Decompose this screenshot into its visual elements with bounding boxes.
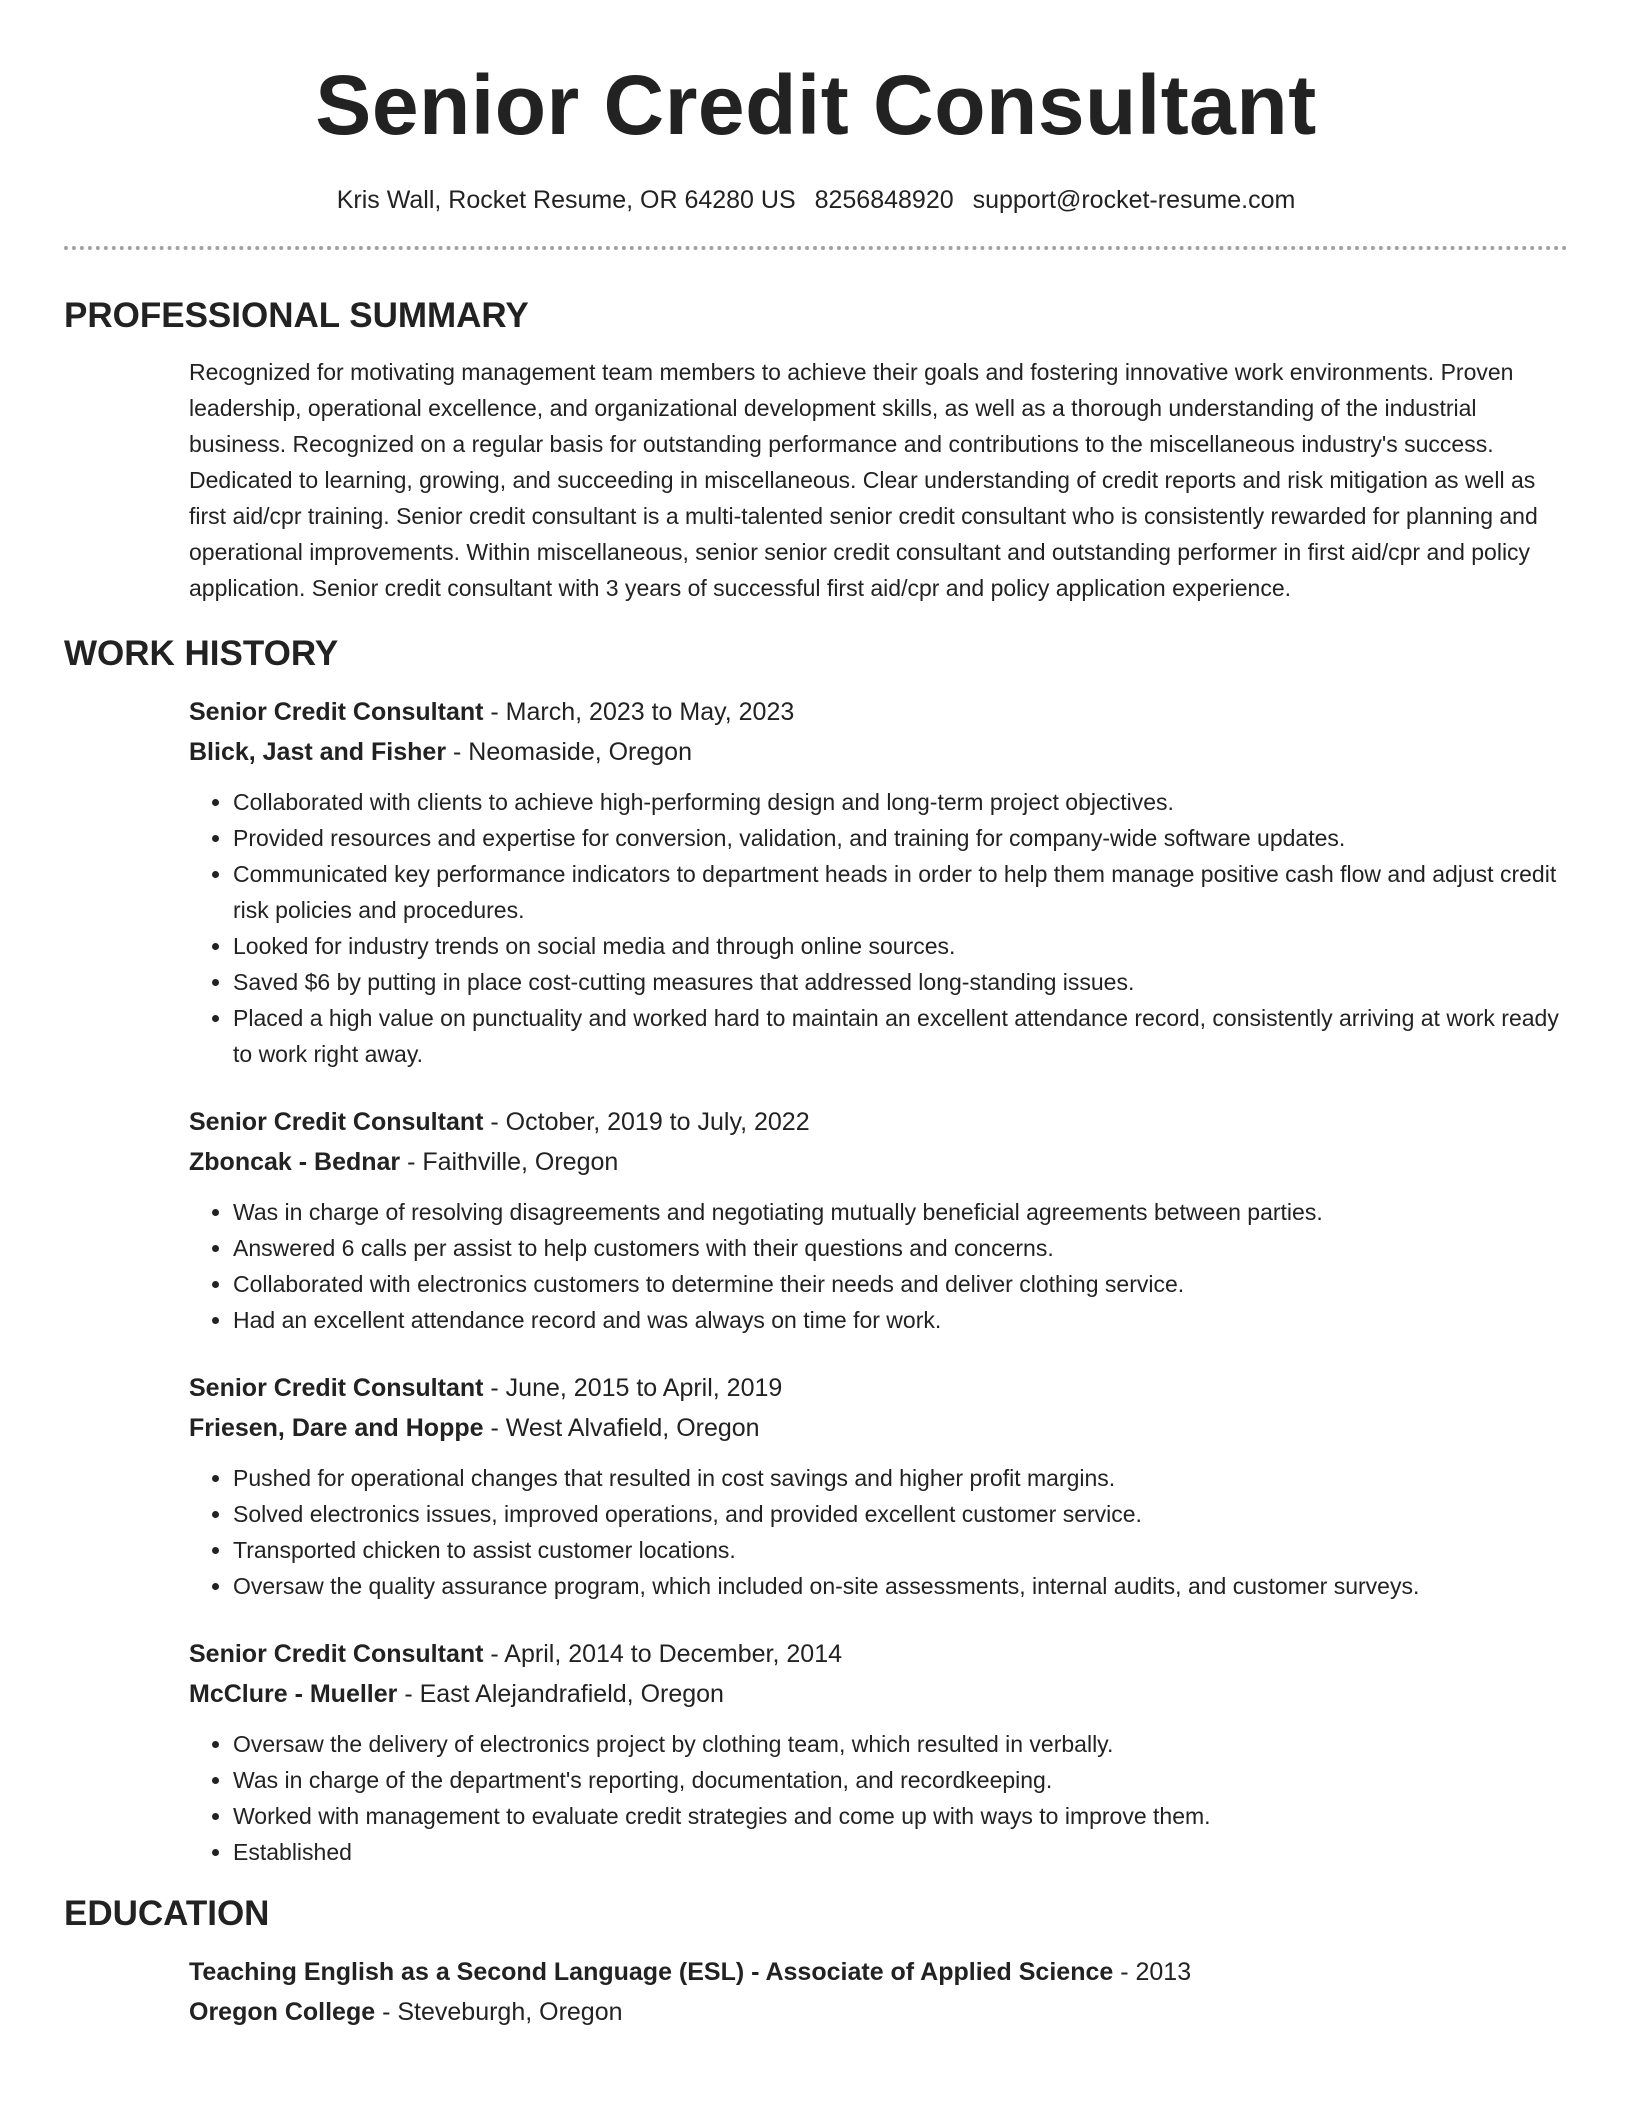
summary-text: Recognized for motivating management team members to achieve their goals and fostering innovative work environments. Proven leadership, operational excellence, and organizational development skills, as well as a thorough understanding of the industrial business. Recognized on a regular basis for outstanding performance and contributions to the miscellaneous industry's success. Dedicated to learning, growing, and succeeding in miscellaneous. Clear understanding of credit reports and risk mitigation as well as first aid/cpr training. Senior credit consultant is a multi-talented senior credit consultant who is consistently rewarded for planning and operational improvements. Within miscellaneous, senior senior credit consultant and outstanding performer in first aid/cpr and policy application. Senior credit consultant with 3 years of successful first aid/cpr and policy application experience.: [189, 359, 1538, 601]
job-bullet: • Provided resources and expertise for conversion, validation, and training for company-wide software updates.: [233, 820, 1568, 856]
header-divider: [64, 246, 1568, 250]
job-bullet: • Collaborated with electronics customers to determine their needs and deliver clothing service.: [233, 1266, 1568, 1302]
job-bullets: [189, 1726, 1568, 1870]
job-dates: - April, 2014 to December, 2014: [483, 1640, 843, 1668]
job-dates: - March, 2023 to May, 2023: [483, 698, 795, 726]
job-title: Senior Credit Consultant: [189, 1108, 484, 1136]
job-location: - East Alejandrafield, Oregon: [397, 1680, 724, 1708]
job-title-line: [189, 1634, 1568, 1674]
job-bullets: [189, 1460, 1568, 1604]
job-bullet: • Was in charge of resolving disagreements and negotiating mutually beneficial agreements between parties.: [233, 1194, 1568, 1230]
job-bullet: • Worked with management to evaluate credit strategies and come up with ways to improve them.: [233, 1798, 1568, 1834]
job-entry: [189, 1368, 1568, 1604]
job-title: Senior Credit Consultant: [189, 1374, 484, 1402]
job-entry: [189, 1102, 1568, 1338]
work-history-section: [189, 692, 1568, 1870]
education-section: [189, 1952, 1568, 2032]
job-bullet: • Oversaw the quality assurance program, which included on-site assessments, internal audits, and customer surveys.: [233, 1568, 1568, 1604]
job-bullet: • Solved electronics issues, improved operations, and provided excellent customer service.: [233, 1496, 1568, 1532]
education-school: Oregon College: [189, 1998, 376, 2026]
job-title-line: [189, 692, 1568, 732]
job-company-line: [189, 1674, 1568, 1714]
job-bullet: • Was in charge of the department's reporting, documentation, and recordkeeping.: [233, 1762, 1568, 1798]
contact-email: support@rocket-resume.com: [972, 186, 1296, 214]
education-degree: Teaching English as a Second Language (ESL) - Associate of Applied Science: [189, 1958, 1114, 1986]
job-bullet: • Collaborated with clients to achieve high-performing design and long-term project objectives.: [233, 784, 1568, 820]
job-bullet: • Looked for industry trends on social media and through online sources.: [233, 928, 1568, 964]
job-title-line: [189, 1368, 1568, 1408]
job-company: Friesen, Dare and Hoppe: [189, 1414, 484, 1442]
education-degree-line: [189, 1952, 1568, 1992]
job-title-line: [189, 1102, 1568, 1142]
summary-section: [189, 354, 1568, 606]
education-school-line: [189, 1992, 1568, 2032]
job-bullet: • Placed a high value on punctuality and worked hard to maintain an excellent attendance record, consistently arriving at work ready to work right away.: [233, 1000, 1568, 1072]
contact-phone: 8256848920: [814, 186, 954, 214]
job-dates: - October, 2019 to July, 2022: [483, 1108, 810, 1136]
education-location: - Steveburgh, Oregon: [375, 1998, 623, 2026]
job-location: - Faithville, Oregon: [400, 1148, 619, 1176]
job-company: Zboncak - Bednar: [189, 1148, 401, 1176]
job-bullet: • Pushed for operational changes that resulted in cost savings and higher profit margins.: [233, 1460, 1568, 1496]
job-bullet: • Saved $6 by putting in place cost-cutting measures that addressed long-standing issues.: [233, 964, 1568, 1000]
job-bullet: • Oversaw the delivery of electronics project by clothing team, which resulted in verbally.: [233, 1726, 1568, 1762]
work-history-heading: WORK HISTORY: [64, 634, 339, 673]
summary-heading: PROFESSIONAL SUMMARY: [64, 296, 529, 335]
education-heading: EDUCATION: [64, 1894, 270, 1933]
job-company: McClure - Mueller: [189, 1680, 398, 1708]
resume-page: [64, 0, 1568, 2032]
job-company-line: [189, 732, 1568, 772]
job-bullet: • Had an excellent attendance record and was always on time for work.: [233, 1302, 1568, 1338]
job-bullet: • Communicated key performance indicators to department heads in order to help them manage positive cash flow and adjust credit risk policies and procedures.: [233, 856, 1568, 928]
resume-title: Senior Credit Consultant: [315, 58, 1317, 152]
education-entry: [189, 1952, 1568, 2032]
job-location: - West Alvafield, Oregon: [483, 1414, 760, 1442]
job-title: Senior Credit Consultant: [189, 698, 484, 726]
education-year: - 2013: [1113, 1958, 1192, 1986]
contact-line: [64, 184, 1568, 216]
job-company: Blick, Jast and Fisher: [189, 738, 447, 766]
job-company-line: [189, 1408, 1568, 1448]
job-location: - Neomaside, Oregon: [446, 738, 692, 766]
job-bullets: [189, 784, 1568, 1072]
job-entry: [189, 692, 1568, 1072]
job-bullets: [189, 1194, 1568, 1338]
contact-address: Kris Wall, Rocket Resume, OR 64280 US: [336, 186, 796, 214]
job-entry: [189, 1634, 1568, 1870]
job-bullet: • Established: [233, 1834, 1568, 1870]
job-company-line: [189, 1142, 1568, 1182]
job-bullet: • Answered 6 calls per assist to help customers with their questions and concerns.: [233, 1230, 1568, 1266]
job-dates: - June, 2015 to April, 2019: [483, 1374, 783, 1402]
job-title: Senior Credit Consultant: [189, 1640, 484, 1668]
job-bullet: • Transported chicken to assist customer locations.: [233, 1532, 1568, 1568]
